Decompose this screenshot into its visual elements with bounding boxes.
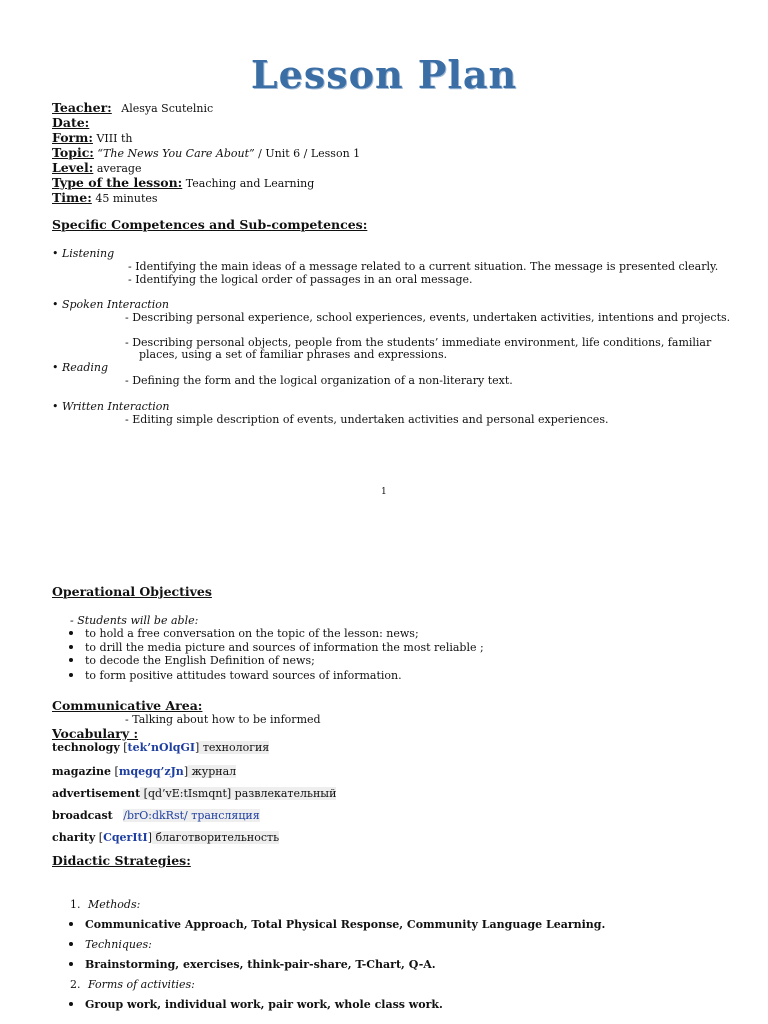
techniques-label: Techniques: xyxy=(85,938,152,951)
bullet-dot xyxy=(69,1002,73,1006)
spoken-item-1: - Describing personal experience, school experiences, events, undertaken activities, intentions and projects. xyxy=(125,311,731,324)
vocab-translation: трансляция xyxy=(187,809,260,822)
vocab-ipa: tek’nOlqGI xyxy=(127,741,196,754)
topic-value-italic: “The News You Care About” xyxy=(97,147,255,160)
level-label: Level: xyxy=(52,160,94,175)
written-item-1: - Editing simple description of events, undertaken activities and personal experiences. xyxy=(125,413,609,426)
spoken-label: • Spoken Interaction xyxy=(52,298,169,311)
vocab-word: technology xyxy=(52,741,120,754)
vocabulary-heading: Vocabulary : xyxy=(52,726,139,741)
competences-heading: Specific Competences and Sub-competences: xyxy=(52,217,368,232)
objectives-intro: - Students will be able: xyxy=(70,614,199,627)
vocab-row-technology xyxy=(52,741,269,754)
reading-label: • Reading xyxy=(52,361,109,374)
vocab-ipa: /brO:dkRst/ xyxy=(123,809,188,822)
teacher-label: Teacher: xyxy=(52,100,112,115)
vocab-word: advertisement xyxy=(52,787,141,800)
reading-item-1: - Defining the form and the logical organization of a non-literary text. xyxy=(125,374,513,387)
time-line xyxy=(52,190,158,205)
techniques-value: Brainstorming, exercises, think-pair-share, T-Chart, Q-A. xyxy=(85,958,436,971)
topic-label: Topic: xyxy=(52,145,94,160)
date-line xyxy=(52,115,89,130)
vocab-row-charity xyxy=(52,831,279,844)
bullet-dot xyxy=(69,658,73,662)
vocab-bracket-close: ] xyxy=(226,787,232,800)
bullet-dot xyxy=(69,962,73,966)
vocab-bracket-open: [ xyxy=(119,741,128,754)
vocab-ipa: mqegq’zJn xyxy=(118,765,184,778)
vocab-row-advertisement xyxy=(52,787,336,800)
page-number: 1 xyxy=(381,487,387,497)
list-number: 1. xyxy=(70,898,81,911)
level-value: average xyxy=(96,162,142,175)
bullet-dot xyxy=(69,645,73,649)
listening-label: • Listening xyxy=(52,247,115,260)
form-line xyxy=(52,130,132,145)
objective-item-1: to hold a free conversation on the topic of the lesson: news; xyxy=(85,627,419,640)
didactic-heading: Didactic Strategies: xyxy=(52,853,191,868)
objective-item-4: to form positive attitudes toward sources of information. xyxy=(85,669,402,682)
form-value: VIII th xyxy=(96,132,133,145)
vocab-row-broadcast xyxy=(52,809,260,822)
listening-item-2: - Identifying the logical order of passages in an oral message. xyxy=(128,273,473,286)
topic-value-rest: / Unit 6 / Lesson 1 xyxy=(254,147,361,160)
page-title: Lesson Plan xyxy=(250,52,518,97)
communicative-heading: Communicative Area: xyxy=(52,698,203,713)
objective-item-2: to drill the media picture and sources of information the most reliable ; xyxy=(85,641,484,654)
vocab-ipa: CqerItI xyxy=(103,831,148,844)
time-value: 45 minutes xyxy=(95,192,158,205)
listening-item-1: - Identifying the main ideas of a message related to a current situation. The message is presented clearly. xyxy=(128,260,719,273)
bullet-dot xyxy=(69,922,73,926)
bullet-dot xyxy=(69,673,73,677)
written-label: • Written Interaction xyxy=(52,400,170,413)
vocab-bracket-open: [ xyxy=(140,787,148,800)
vocab-translation: технология xyxy=(199,741,270,754)
vocab-translation: благотворительность xyxy=(152,831,280,844)
vocab-bracket-open: [ xyxy=(111,765,119,778)
spoken-item-2b: places, using a set of familiar phrases and expressions. xyxy=(139,348,448,361)
teacher-line xyxy=(52,100,213,115)
bullet-dot xyxy=(69,942,73,946)
form-label: Form: xyxy=(52,130,93,145)
time-label: Time: xyxy=(52,190,92,205)
communicative-item: - Talking about how to be informed xyxy=(125,713,321,726)
vocab-bracket-close: ] xyxy=(183,765,189,778)
vocab-word: magazine xyxy=(52,765,112,778)
spoken-item-2a: - Describing personal objects, people from the students’ immediate environment, life conditions, familiar xyxy=(125,336,712,349)
vocab-translation: журнал xyxy=(188,765,237,778)
teacher-value: Alesya Scutelnic xyxy=(121,102,214,115)
vocab-bracket-close: ] xyxy=(147,831,152,844)
forms-line xyxy=(70,978,195,991)
methods-line xyxy=(70,898,140,911)
list-number: 2. xyxy=(70,978,81,991)
type-line xyxy=(52,175,314,190)
vocab-translation: развлекательный xyxy=(231,787,337,800)
bullet-dot xyxy=(69,631,73,635)
vocab-word: charity xyxy=(52,831,96,844)
objectives-heading: Operational Objectives xyxy=(52,584,212,599)
vocab-ipa: qd’vE:tIsmqnt xyxy=(147,787,227,800)
forms-value: Group work, individual work, pair work, whole class work. xyxy=(85,998,443,1011)
date-label: Date: xyxy=(52,115,90,130)
level-line xyxy=(52,160,141,175)
vocab-bracket-open: [ xyxy=(95,831,104,844)
vocab-bracket-close: ] xyxy=(195,741,200,754)
objective-item-3: to decode the English Definition of news; xyxy=(85,654,315,667)
type-label: Type of the lesson: xyxy=(52,175,183,190)
vocab-row-magazine xyxy=(52,765,236,778)
forms-label: Forms of activities: xyxy=(88,978,195,991)
methods-label: Methods: xyxy=(88,898,141,911)
vocab-spacer xyxy=(113,809,124,822)
topic-line xyxy=(52,145,360,160)
methods-value: Communicative Approach, Total Physical Response, Community Language Learning. xyxy=(85,918,606,931)
type-value: Teaching and Learning xyxy=(185,177,315,190)
vocab-word: broadcast xyxy=(52,809,113,822)
